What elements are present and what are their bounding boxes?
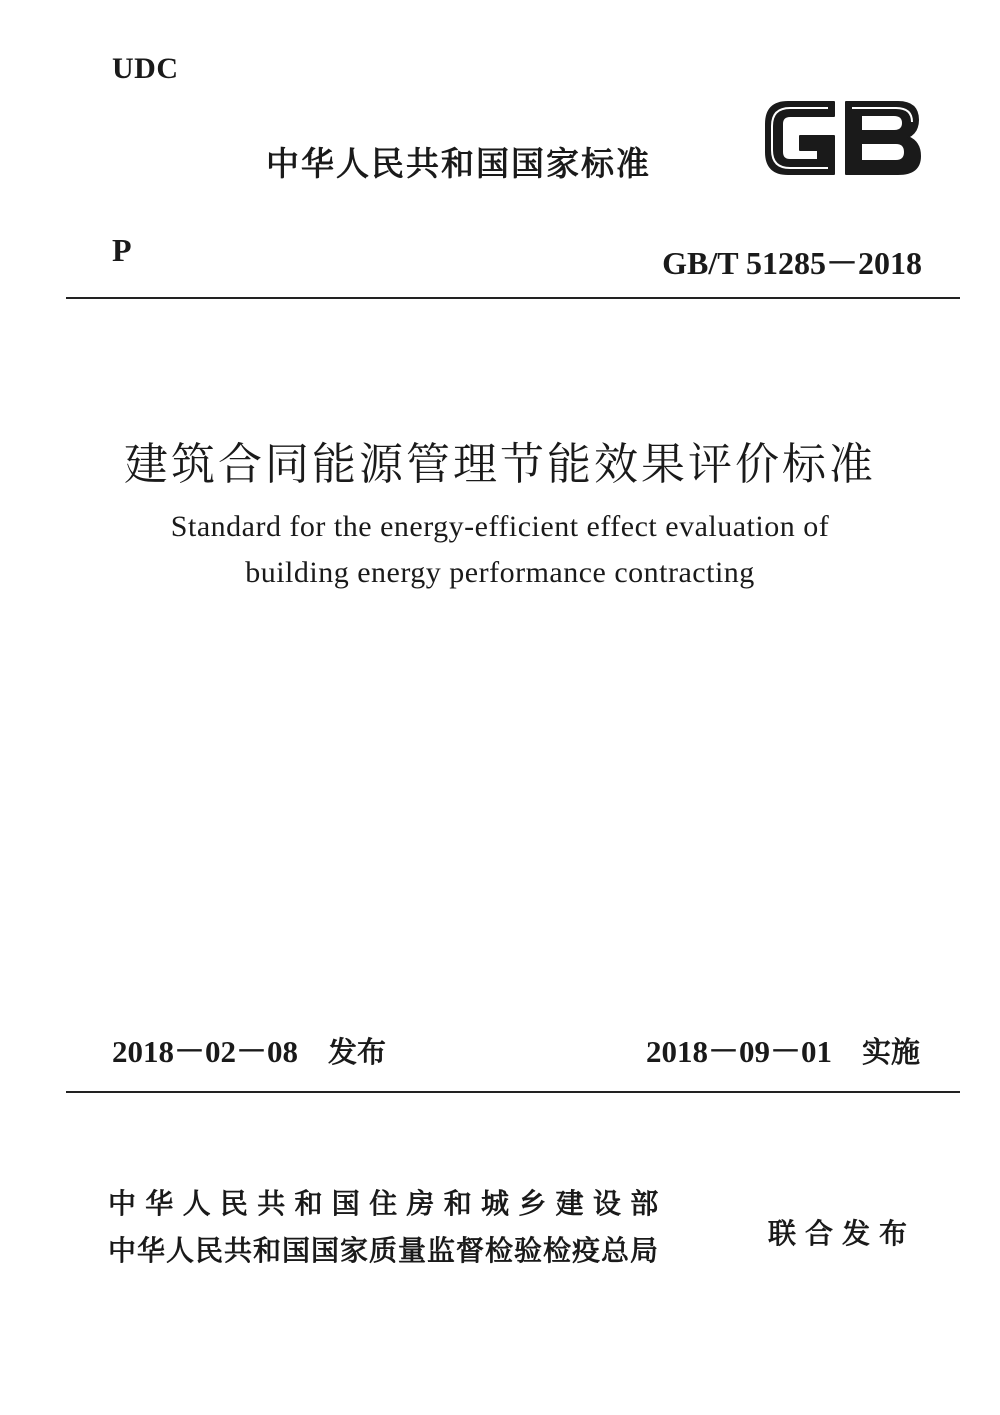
issuer-line1: 中华人民共和国住房和城乡建设部 — [108, 1187, 668, 1220]
release-date-block — [112, 1026, 386, 1071]
title-english-line1: Standard for the energy-efficient effect evaluation of — [170, 510, 830, 543]
issuer-line2: 中华人民共和国国家质量监督检验检疫总局 — [108, 1234, 660, 1267]
effective-label: 实施 — [861, 1035, 920, 1069]
joint-release-label: 联合发布 — [768, 1217, 917, 1250]
title-english-line2: building energy performance contracting — [245, 556, 755, 589]
effective-date-block — [646, 1026, 920, 1071]
national-standard-heading: 中华人民共和国国家标准 — [266, 144, 651, 183]
release-label: 发布 — [328, 1035, 387, 1069]
gb-logo — [760, 92, 926, 184]
top-divider — [66, 297, 960, 299]
standard-number: GB/T 51285－2018 — [662, 245, 922, 281]
release-date: 2018－02－08 — [112, 1034, 298, 1069]
classification-code: P — [112, 232, 132, 268]
effective-date: 2018－09－01 — [645, 1034, 832, 1069]
title-chinese: 建筑合同能源管理节能效果评价标准 — [124, 439, 876, 490]
udc-label: UDC — [112, 52, 179, 85]
bottom-divider — [66, 1091, 960, 1093]
